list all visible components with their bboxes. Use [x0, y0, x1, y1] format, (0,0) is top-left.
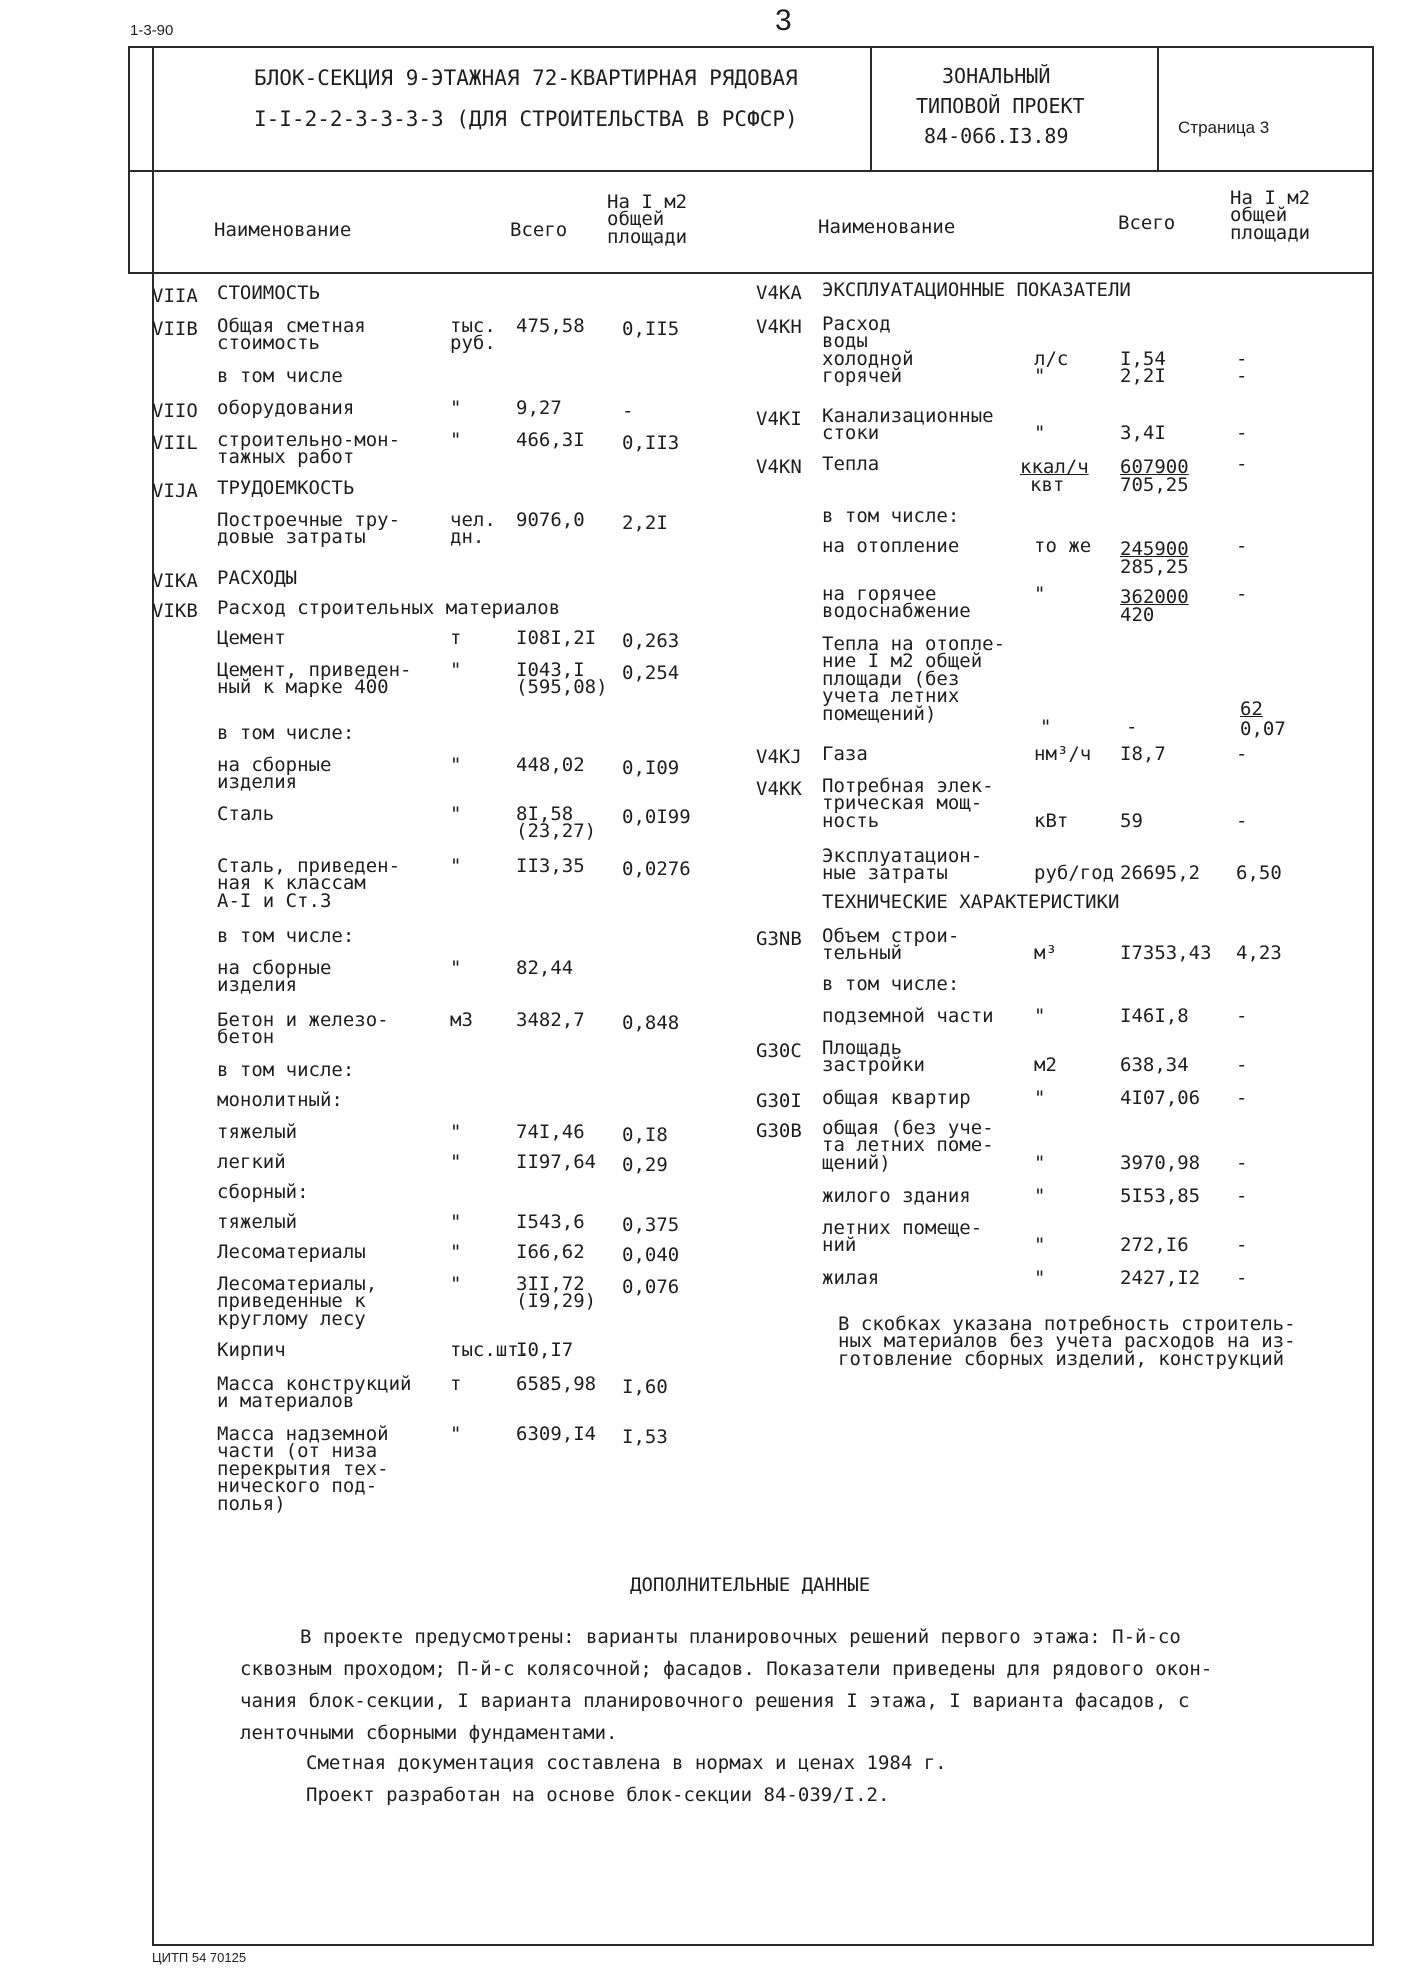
- row-total: I46I,8: [1120, 1005, 1189, 1027]
- row-name: строительно-мон- тажных работ: [217, 429, 401, 469]
- row-unit: т: [450, 1373, 462, 1395]
- row-unit: ": [450, 803, 462, 825]
- additional-para3: Проект разработан на основе блок-секции 84-039/I.2.: [306, 1784, 890, 1806]
- row-name: Тепла на отопле- ние I м2 общей площади (без учета летних помещений): [822, 633, 1006, 725]
- row-total: II3,35: [516, 855, 585, 877]
- row-name: ТРУДОЕМКОСТЬ: [217, 477, 355, 499]
- row-name: монолитный:: [217, 1089, 343, 1111]
- additional-para1-line4: ленточными сборными фундаментами.: [240, 1722, 618, 1744]
- row-unit: ": [1034, 1005, 1046, 1027]
- row-code: VIIB: [152, 318, 198, 340]
- row-total: 3482,7: [516, 1009, 585, 1031]
- row-total: 74I,46: [516, 1121, 585, 1143]
- row-code: G30C: [756, 1040, 802, 1062]
- row-name: Кирпич: [217, 1339, 286, 1361]
- page-mark: 3: [775, 4, 792, 37]
- row-total: I543,6: [516, 1211, 585, 1233]
- row-total: 448,02: [516, 754, 585, 776]
- row-unit: тыс.шт.: [450, 1339, 531, 1361]
- col-per-m2-right: На I м2 общей площади: [1230, 187, 1311, 244]
- row-total-alt: 285,25: [1120, 556, 1189, 578]
- row-total: 3970,98: [1120, 1151, 1201, 1174]
- row-per-m2: -: [1236, 1054, 1248, 1077]
- row-total: 82,44: [516, 957, 574, 979]
- row-code: VIKB: [152, 600, 198, 622]
- row-per-m2: -: [1236, 1087, 1248, 1109]
- col-total-right: Всего: [1118, 212, 1176, 234]
- row-name: в том числе: [217, 365, 343, 387]
- title-bottom-rule: [128, 170, 1374, 172]
- footer-code: ЦИТП 54 70125: [152, 1950, 247, 1965]
- row-total: I8,7: [1120, 743, 1166, 765]
- top-border: [128, 46, 1374, 48]
- row-name: Построечные тру- довые затраты: [217, 509, 401, 549]
- row-total: I08I,2I: [516, 627, 597, 649]
- row-total: I66,62: [516, 1241, 585, 1263]
- row-name: Лесоматериалы, приведенные к круглому лесу: [217, 1273, 378, 1330]
- row-unit: ": [1034, 1267, 1046, 1289]
- row-name: общая (без уче- та летних поме- щений): [822, 1117, 994, 1174]
- row-per-m2: -: [1236, 535, 1248, 557]
- row-name: Потребная элек- трическая мощ- ность: [822, 775, 994, 832]
- row-name: Цемент: [217, 627, 286, 649]
- row-total: 5I53,85: [1120, 1185, 1201, 1207]
- row-per-m2: 0,254: [622, 662, 680, 684]
- heat-per-m2-total: -: [1126, 716, 1138, 738]
- row-unit: ": [450, 1423, 462, 1445]
- row-unit: тыс. руб.: [450, 315, 496, 355]
- row-per-m2: -: [1236, 422, 1248, 445]
- row-unit: ккал/ч: [1020, 456, 1089, 478]
- project-type-line1: ЗОНАЛЬНЫЙ: [942, 64, 1051, 88]
- title-divider-1: [870, 46, 872, 170]
- row-name: Масса конструкций и материалов: [217, 1373, 412, 1413]
- row-per-m2: 0,263: [622, 630, 680, 652]
- row-name: Бетон и железо- бетон: [217, 1009, 389, 1049]
- row-name: Сталь, приведен- ная к классам А-I и Ст.3: [217, 855, 401, 912]
- row-unit: ": [450, 1241, 462, 1263]
- row-unit: ": [450, 754, 462, 776]
- row-total-alt: 705,25: [1120, 474, 1189, 496]
- row-total: 6585,98: [516, 1373, 597, 1395]
- additional-para2: Сметная документация составлена в нормах и ценах 1984 г.: [306, 1752, 947, 1774]
- row-total: 26695,2: [1120, 862, 1201, 885]
- row-per-m2: 0,375: [622, 1214, 680, 1236]
- corner-code: 1-3-90: [130, 22, 174, 39]
- row-per-m2: -: [1236, 1267, 1248, 1289]
- row-total: 3II,72 (I9,29): [516, 1273, 597, 1313]
- row-unit: ": [450, 957, 462, 979]
- col-name-left: Наименование: [214, 219, 352, 241]
- row-total: 9076,0: [516, 509, 585, 531]
- additional-para1-line1: В проекте предусмотрены: варианты планировочных решений первого этажа: П-й-со: [300, 1626, 1181, 1648]
- row-name: ЭКСПЛУАТАЦИОННЫЕ ПОКАЗАТЕЛИ: [822, 279, 1131, 301]
- row-name: жилая: [822, 1267, 880, 1289]
- row-per-m2: -: [1236, 743, 1248, 765]
- row-total: 4I07,06: [1120, 1087, 1201, 1109]
- row-unit: ": [1034, 1185, 1046, 1207]
- row-per-m2: 0,29: [622, 1154, 668, 1176]
- row-unit: м3: [450, 1009, 473, 1031]
- row-code: V4KK: [756, 778, 802, 800]
- row-name: жилого здания: [822, 1185, 971, 1207]
- row-total: 59: [1120, 809, 1143, 832]
- row-unit: ": [450, 1273, 462, 1295]
- row-name: в том числе:: [822, 973, 960, 995]
- row-per-m2: -: [622, 400, 634, 422]
- row-name: Лесоматериалы: [217, 1241, 366, 1263]
- row-code: VIIA: [152, 285, 198, 307]
- row-total: I0,I7: [516, 1339, 574, 1361]
- row-total: 272,I6: [1120, 1234, 1189, 1257]
- row-total: 362000: [1120, 586, 1189, 608]
- row-unit: м2: [1034, 1054, 1057, 1077]
- doc-title-line2: I-I-2-2-3-3-3-3 (ДЛЯ СТРОИТЕЛЬСТВА В РСФСР): [254, 107, 798, 131]
- row-name: сборный:: [217, 1181, 309, 1203]
- row-code: VIJA: [152, 480, 198, 502]
- row-per-m2: 0,II5: [622, 318, 680, 340]
- row-unit: ": [450, 1121, 462, 1143]
- row-code: V4KN: [756, 456, 802, 478]
- row-per-m2: I,60: [622, 1376, 668, 1398]
- col-total-left: Всего: [510, 219, 568, 241]
- row-per-m2: I,53: [622, 1426, 668, 1448]
- row-name: Расход строительных материалов: [217, 597, 561, 619]
- row-code: V4KA: [756, 282, 802, 304]
- row-unit: ": [1034, 1234, 1046, 1257]
- row-name: в том числе:: [217, 1059, 355, 1081]
- row-name: Тепла: [822, 453, 880, 475]
- row-name: Канализационные стоки: [822, 405, 994, 445]
- row-total: 9,27: [516, 397, 562, 419]
- row-unit-alt: квт: [1030, 474, 1065, 496]
- row-total: 638,34: [1120, 1054, 1189, 1077]
- row-per-m2: 2,2I: [622, 512, 668, 534]
- row-unit: ": [1034, 422, 1046, 445]
- row-total: I,54 2,2I: [1120, 347, 1166, 388]
- row-per-m2: 0,I09: [622, 757, 680, 779]
- row-code: G30I: [756, 1090, 802, 1112]
- row-per-m2: -: [1236, 453, 1248, 475]
- row-unit: то же: [1034, 535, 1092, 557]
- row-per-m2: -: [1236, 1185, 1248, 1207]
- row-total: I043,I (595,08): [516, 659, 608, 699]
- row-per-m2: 0,076: [622, 1276, 680, 1298]
- row-total: II97,64: [516, 1151, 597, 1173]
- row-name: тяжелый: [217, 1121, 298, 1143]
- row-per-m2: 0,0I99: [622, 806, 691, 828]
- row-name: ТЕХНИЧЕСКИЕ ХАРАКТЕРИСТИКИ: [822, 891, 1120, 913]
- row-unit: чел. дн.: [450, 509, 496, 549]
- row-code: V4KH: [756, 316, 802, 338]
- row-name: Расход воды холодной горячей: [822, 313, 914, 388]
- row-per-m2: -: [1236, 809, 1248, 832]
- row-total: 245900: [1120, 538, 1189, 560]
- row-unit: м³: [1034, 942, 1057, 965]
- row-unit: руб/год: [1034, 862, 1115, 885]
- row-per-m2: -: [1236, 1005, 1248, 1027]
- row-unit: ": [450, 429, 462, 451]
- row-name: в том числе:: [217, 925, 355, 947]
- row-code: V4KJ: [756, 746, 802, 768]
- row-per-m2: 0,II3: [622, 432, 680, 454]
- row-unit: ": [450, 397, 462, 419]
- row-name: на сборные изделия: [217, 754, 332, 794]
- row-name: в том числе:: [217, 722, 355, 744]
- row-per-m2: -: [1236, 1151, 1248, 1174]
- row-name: тяжелый: [217, 1211, 298, 1233]
- left-stub-border: [128, 46, 130, 272]
- row-total: 475,58: [516, 315, 585, 337]
- row-name: Эксплуатацион- ные затраты: [822, 845, 983, 885]
- row-unit: ": [450, 659, 462, 681]
- heat-per-m2-top: 62: [1240, 698, 1263, 720]
- row-total: 466,3I: [516, 429, 585, 451]
- additional-para1-line2: сквозным проходом; П-й-с колясочной; фасадов. Показатели приведены для рядового окон-: [240, 1658, 1213, 1680]
- title-divider-2: [1157, 46, 1159, 170]
- page-label: Страница 3: [1178, 118, 1270, 137]
- row-per-m2: -: [1236, 583, 1248, 605]
- row-name: на отопление: [822, 535, 960, 557]
- row-name: Цемент, приведен- ный к марке 400: [217, 659, 412, 699]
- row-name: Общая сметная стоимость: [217, 315, 366, 355]
- row-unit: т: [450, 627, 462, 649]
- row-unit: кВт: [1034, 809, 1069, 832]
- row-name: в том числе:: [822, 505, 960, 527]
- row-name: общая квартир: [822, 1087, 971, 1109]
- row-unit: ": [450, 1211, 462, 1233]
- col-per-m2-left: На I м2 общей площади: [607, 191, 688, 248]
- row-name: на сборные изделия: [217, 957, 332, 997]
- row-name: Объем строи- тельный: [822, 925, 960, 965]
- heat-per-m2-bottom: 0,07: [1240, 718, 1286, 740]
- row-name: летних помеще- ний: [822, 1217, 983, 1257]
- row-total: 8I,58 (23,27): [516, 803, 597, 843]
- row-total: 2427,I2: [1120, 1267, 1201, 1289]
- project-number: 84-066.I3.89: [924, 124, 1069, 148]
- row-unit: ": [1034, 1151, 1046, 1174]
- row-unit: нм³/ч: [1034, 743, 1092, 765]
- row-name: легкий: [217, 1151, 286, 1173]
- row-unit: ": [450, 1151, 462, 1173]
- header-bottom-rule: [128, 272, 1374, 274]
- row-per-m2: 0,040: [622, 1244, 680, 1266]
- row-per-m2: 4,23: [1236, 942, 1282, 965]
- row-code: VIIL: [152, 432, 198, 454]
- row-name: подземной части: [822, 1005, 994, 1027]
- doc-title-line1: БЛОК-СЕКЦИЯ 9-ЭТАЖНАЯ 72-КВАРТИРНАЯ РЯДОВАЯ: [254, 66, 798, 90]
- row-total: I7353,43: [1120, 942, 1212, 965]
- row-per-m2: 6,50: [1236, 862, 1282, 885]
- additional-para1-line3: чания блок-секции, I варианта планировочного решения I этажа, I варианта фасадов, с: [240, 1690, 1190, 1712]
- project-type-line2: ТИПОВОЙ ПРОЕКТ: [916, 94, 1085, 118]
- row-per-m2: - -: [1236, 347, 1248, 388]
- row-total: 3,4I: [1120, 422, 1166, 445]
- row-per-m2: 0,I8: [622, 1124, 668, 1146]
- row-name: СТОИМОСТЬ: [217, 282, 320, 304]
- row-code: V4KI: [756, 408, 802, 430]
- col-name-right: Наименование: [818, 216, 956, 238]
- row-name: на горячее водоснабжение: [822, 583, 971, 623]
- row-total-alt: 420: [1120, 604, 1155, 626]
- row-code: G30B: [756, 1120, 802, 1142]
- row-code: G3NB: [756, 928, 802, 950]
- materials-note: В скобках указана потребность строитель- ных материалов без учета расходов на из- готовление сборных изделий, конструкций: [838, 1313, 1296, 1370]
- row-name: Сталь: [217, 803, 275, 825]
- row-name: оборудования: [217, 397, 355, 419]
- row-name: Площадь застройки: [822, 1037, 925, 1077]
- row-total: 607900: [1120, 456, 1189, 478]
- row-per-m2: 0,848: [622, 1012, 680, 1034]
- row-unit: ": [1034, 583, 1046, 605]
- row-unit: л/с ": [1034, 347, 1069, 388]
- row-name: РАСХОДЫ: [217, 567, 298, 589]
- row-total: 6309,I4: [516, 1423, 597, 1445]
- row-name: Газа: [822, 743, 868, 765]
- row-unit: ": [1034, 1087, 1046, 1109]
- row-per-m2: -: [1236, 1234, 1248, 1257]
- row-unit: ": [450, 855, 462, 877]
- row-name: Масса надземной части (от низа перекрытия тех- нического под- полья): [217, 1423, 389, 1515]
- row-code: VIIO: [152, 400, 198, 422]
- row-per-m2: 0,0276: [622, 858, 691, 880]
- heat-per-m2-unit: ": [1040, 716, 1052, 738]
- row-code: VIKA: [152, 570, 198, 592]
- additional-heading: ДОПОЛНИТЕЛЬНЫЕ ДАННЫЕ: [630, 1574, 871, 1596]
